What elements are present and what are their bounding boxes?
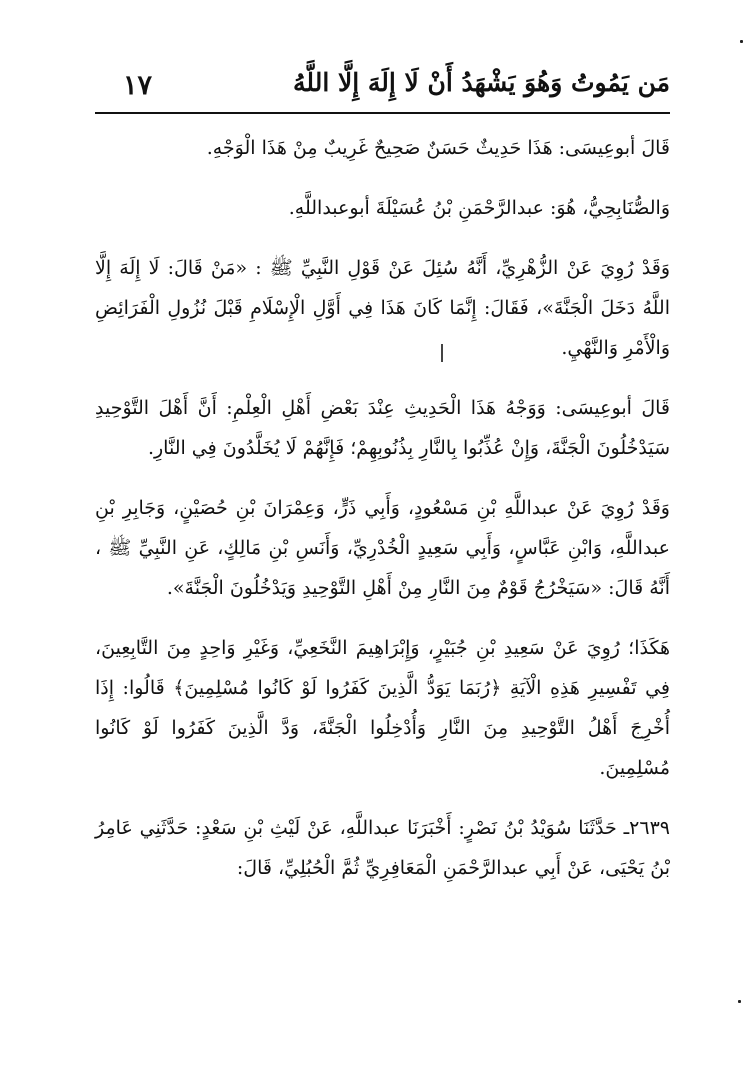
margin-mark: [441, 344, 443, 362]
page-number: ١٧: [123, 70, 153, 101]
paragraph-tafsir: هَكَذَا؛ رُوِيَ عَنْ سَعِيدِ بْنِ جُبَيْرٍ، وَإِبْرَاهِيمَ النَّخَعِيِّ، وَغَيْرِ وَاحِدٍ مِنَ التَّابِعِينَ، فِي تَفْسِيرِ هَذِهِ الْآيَةِ ﴿رُبَمَا يَوَدُّ الَّذِينَ كَفَرُوا لَوْ كَانُوا مُسْلِمِينَ﴾ قَالُوا: إِذَا أُخْرِجَ أَهْلُ التَّوْحِيدِ مِنَ النَّارِ وَأُدْخِلُوا الْجَنَّةَ، وَدَّ الَّذِينَ كَفَرُوا لَوْ كَانُوا مُسْلِمِينَ.: [95, 637, 670, 779]
paragraph-narrator-note: وَالصُّنَابِحِيُّ، هُوَ: عبدالرَّحْمَنِ بْنُ عُسَيْلَةَ أبوعبداللَّهِ.: [288, 197, 670, 219]
running-title: مَن يَمُوتُ وَهُوَ يَشْهَدُ أَنْ لَا إِلَهَ إِلَّا اللَّهُ: [293, 68, 670, 97]
paragraph-zuhri: وَقَدْ رُوِيَ عَنْ الزُّهْرِيِّ، أَنَّهُ سُئِلَ عَنْ قَوْلِ النَّبِيِّ ﷺ : «مَنْ قَالَ: لَا إِلَهَ إِلَّا اللَّهُ دَخَلَ الْجَنَّةَ»، فَقَالَ: إِنَّمَا كَانَ هَذَا فِي أَوَّلِ الْإِسْلَامِ قَبْلَ نُزُولِ الْفَرَائِضِ وَالْأَمْرِ وَالنَّهْيِ.: [95, 257, 670, 359]
page-body: [95, 128, 670, 906]
paragraph-explanation: قَالَ أبوعِيسَى: وَوَجْهُ هَذَا الْحَدِيثِ عِنْدَ بَعْضِ أَهْلِ الْعِلْمِ: أَنَّ أَهْلَ التَّوْحِيدِ سَيَدْخُلُونَ الْجَنَّةَ، وَإِنْ عُذِّبُوا بِالنَّارِ بِذُنُوبِهِمْ؛ فَإِنَّهُمْ لَا يُخَلَّدُونَ فِي النَّارِ.: [95, 397, 670, 459]
scan-speck: [740, 40, 743, 43]
header-rule: [95, 112, 670, 114]
paragraph-hadith-2639: ٢٦٣٩ـ حَدَّثَنَا سُوَيْدُ بْنُ نَصْرٍ: أَخْبَرَنَا عبداللَّهِ، عَنْ لَيْثِ بْنِ سَعْدٍ: حَدَّثَنِي عَامِرُ بْنُ يَحْيَى، عَنْ أَبِي عبدالرَّحْمَنِ الْمَعَافِرِيِّ ثُمَّ الْحُبُلِيِّ، قَالَ:: [95, 817, 670, 879]
scan-speck: [738, 1000, 741, 1003]
page-header: [95, 62, 670, 106]
paragraph-companions: وَقَدْ رُوِيَ عَنْ عبداللَّهِ بْنِ مَسْعُودٍ، وَأَبِي ذَرٍّ، وَعِمْرَانَ بْنِ حُصَيْنٍ، وَجَابِرِ بْنِ عبداللَّهِ، وَابْنِ عَبَّاسٍ، وَأَبِي سَعِيدٍ الْخُدْرِيِّ، وَأَنَسِ بْنِ مَالِكٍ، عَنِ النَّبِيِّ ﷺ ، أَنَّهُ قَالَ: «سَيَخْرُجُ قَوْمٌ مِنَ النَّارِ مِنْ أَهْلِ التَّوْحِيدِ وَيَدْخُلُونَ الْجَنَّةَ».: [95, 497, 670, 599]
paragraph-grading: قَالَ أبوعِيسَى: هَذَا حَدِيثٌ حَسَنٌ صَحِيحٌ غَرِيبٌ مِنْ هَذَا الْوَجْهِ.: [206, 137, 670, 159]
